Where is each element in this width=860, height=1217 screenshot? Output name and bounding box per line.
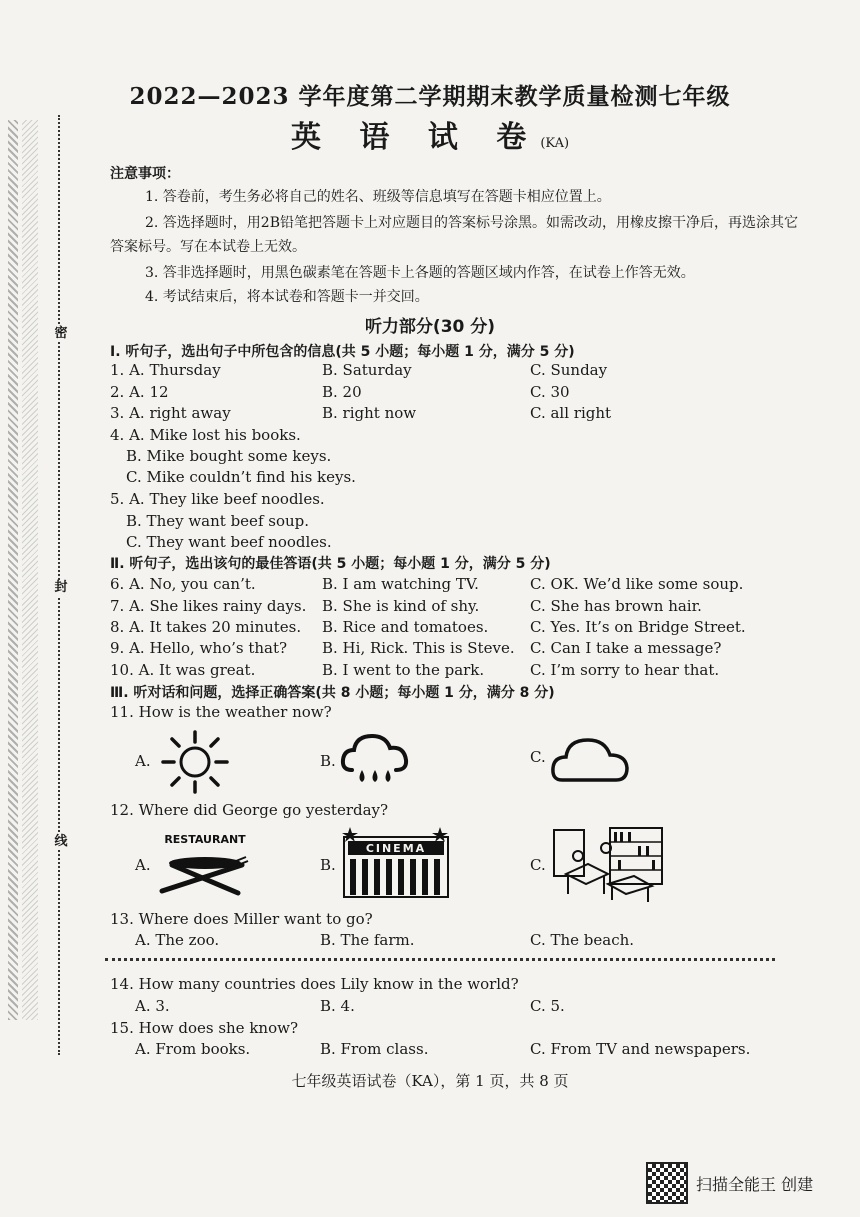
- exam-title: 2022—2023 学年度第二学期期末教学质量检测七年级: [129, 83, 731, 110]
- cloud-icon: [550, 730, 630, 786]
- q2-option-c: C. 30: [530, 383, 570, 401]
- section-divider: [105, 958, 775, 961]
- q2-option-a: 2. A. 12: [110, 383, 169, 401]
- q13-option-a: A. The zoo.: [135, 931, 220, 949]
- q1-option-a: 1. A. Thursday: [110, 361, 221, 379]
- rain-cloud-icon: [340, 730, 410, 792]
- q12-label-c: C.: [530, 856, 546, 874]
- q8-option-a: 8. A. It takes 20 minutes.: [110, 618, 302, 636]
- q5-option-a: 5. A. They like beef noodles.: [110, 490, 325, 508]
- q9-option-b: B. Hi, Rick. This is Steve.: [322, 639, 515, 657]
- q10-option-a: 10. A. It was great.: [110, 661, 256, 679]
- note-item-4: 4. 考试结束后，将本试卷和答题卡一并交回。: [145, 289, 429, 305]
- q9-option-a: 9. A. Hello, who’s that?: [110, 639, 288, 657]
- library-icon: [548, 824, 666, 904]
- q14-option-b: B. 4.: [320, 997, 355, 1015]
- q14-option-c: C. 5.: [530, 997, 565, 1015]
- binding-strip: [6, 110, 40, 1070]
- q5-option-c: C. They want beef noodles.: [126, 533, 332, 551]
- q14-stem: 14. How many countries does Lily know in the world?: [110, 975, 519, 993]
- seal-char-xian: 线: [51, 834, 71, 850]
- q7-option-c: C. She has brown hair.: [530, 597, 702, 615]
- cinema-icon: [340, 825, 452, 899]
- page-footer: 七年级英语试卷（KA），第 1 页，共 8 页: [291, 1072, 569, 1090]
- watermark-text: 扫描全能王 创建: [696, 1174, 814, 1194]
- q6-option-b: B. I am watching TV.: [322, 575, 479, 593]
- listening-section-title: 听力部分(30 分): [364, 317, 496, 337]
- q1-option-c: C. Sunday: [530, 361, 608, 379]
- sun-icon: [160, 730, 230, 794]
- binding-pattern-2: [22, 120, 38, 1020]
- q3-option-a: 3. A. right away: [110, 404, 231, 422]
- subject-label: 英 语 试 卷: [290, 120, 541, 155]
- q4-option-b: B. Mike bought some keys.: [126, 447, 332, 465]
- q7-option-b: B. She is kind of shy.: [322, 597, 480, 615]
- q15-option-c: C. From TV and newspapers.: [530, 1040, 751, 1058]
- q10-option-c: C. I’m sorry to hear that.: [530, 661, 720, 679]
- part3-heading: Ⅲ. 听对话和问题，选择正确答案(共 8 小题；每小题 1 分，满分 8 分): [110, 685, 555, 701]
- part1-heading: Ⅰ. 听句子，选出句子中所包含的信息(共 5 小题；每小题 1 分，满分 5 分): [110, 344, 575, 360]
- q10-option-b: B. I went to the park.: [322, 661, 485, 679]
- seal-char-feng: 封: [51, 580, 71, 596]
- q12-label-a: A.: [135, 856, 151, 874]
- q9-option-c: C. Can I take a message?: [530, 639, 722, 657]
- version-code: (KA): [540, 136, 570, 151]
- seal-char-mi: 密: [51, 326, 71, 342]
- q2-option-b: B. 20: [322, 383, 362, 401]
- q11-label-c: C.: [530, 748, 546, 766]
- note-item-1: 1. 答卷前，考生务必将自己的姓名、班级等信息填写在答题卡相应位置上。: [145, 189, 611, 205]
- q12-label-b: B.: [320, 856, 336, 874]
- q3-option-b: B. right now: [322, 404, 417, 422]
- part2-heading: Ⅱ. 听句子，选出该句的最佳答语(共 5 小题；每小题 1 分，满分 5 分): [110, 556, 551, 572]
- cinema-sign-text: CINEMA: [365, 842, 427, 855]
- restaurant-sign-text: RESTAURANT: [164, 833, 246, 846]
- q6-option-c: C. OK. We’d like some soup.: [530, 575, 744, 593]
- exam-subject-title: [0, 112, 860, 156]
- q5-option-b: B. They want beef soup.: [126, 512, 310, 530]
- q11-label-a: A.: [135, 752, 151, 770]
- q4-option-a: 4. A. Mike lost his books.: [110, 426, 301, 444]
- q12-stem: 12. Where did George go yesterday?: [110, 801, 389, 819]
- q8-option-c: C. Yes. It’s on Bridge Street.: [530, 618, 746, 636]
- q7-option-a: 7. A. She likes rainy days.: [110, 597, 307, 615]
- qr-code-icon: [646, 1162, 688, 1204]
- q1-option-b: B. Saturday: [322, 361, 412, 379]
- q13-stem: 13. Where does Miller want to go?: [110, 910, 373, 928]
- q15-option-b: B. From class.: [320, 1040, 429, 1058]
- q8-option-b: B. Rice and tomatoes.: [322, 618, 489, 636]
- restaurant-icon: [150, 825, 260, 897]
- q13-option-c: C. The beach.: [530, 931, 635, 949]
- q15-stem: 15. How does she know?: [110, 1019, 298, 1037]
- q3-option-c: C. all right: [530, 404, 612, 422]
- notes-heading: 注意事项：: [110, 166, 180, 182]
- note-item-3: 3. 答非选择题时，用黑色碳素笔在答题卡上各题的答题区域内作答，在试卷上作答无效。: [145, 265, 695, 281]
- q6-option-a: 6. A. No, you can’t.: [110, 575, 256, 593]
- q11-stem: 11. How is the weather now?: [110, 703, 332, 721]
- q4-option-c: C. Mike couldn’t find his keys.: [126, 468, 356, 486]
- q13-option-b: B. The farm.: [320, 931, 415, 949]
- q11-label-b: B.: [320, 752, 336, 770]
- q15-option-a: A. From books.: [135, 1040, 251, 1058]
- binding-pattern: [8, 120, 18, 1020]
- q14-option-a: A. 3.: [135, 997, 170, 1015]
- note-item-2: 2. 答选择题时，用2B铅笔把答题卡上对应题目的答案标号涂黑。如需改动，用橡皮擦干净后，再选涂其它答案标号。写在本试卷上无效。: [110, 215, 799, 255]
- scanner-watermark: [646, 1162, 813, 1204]
